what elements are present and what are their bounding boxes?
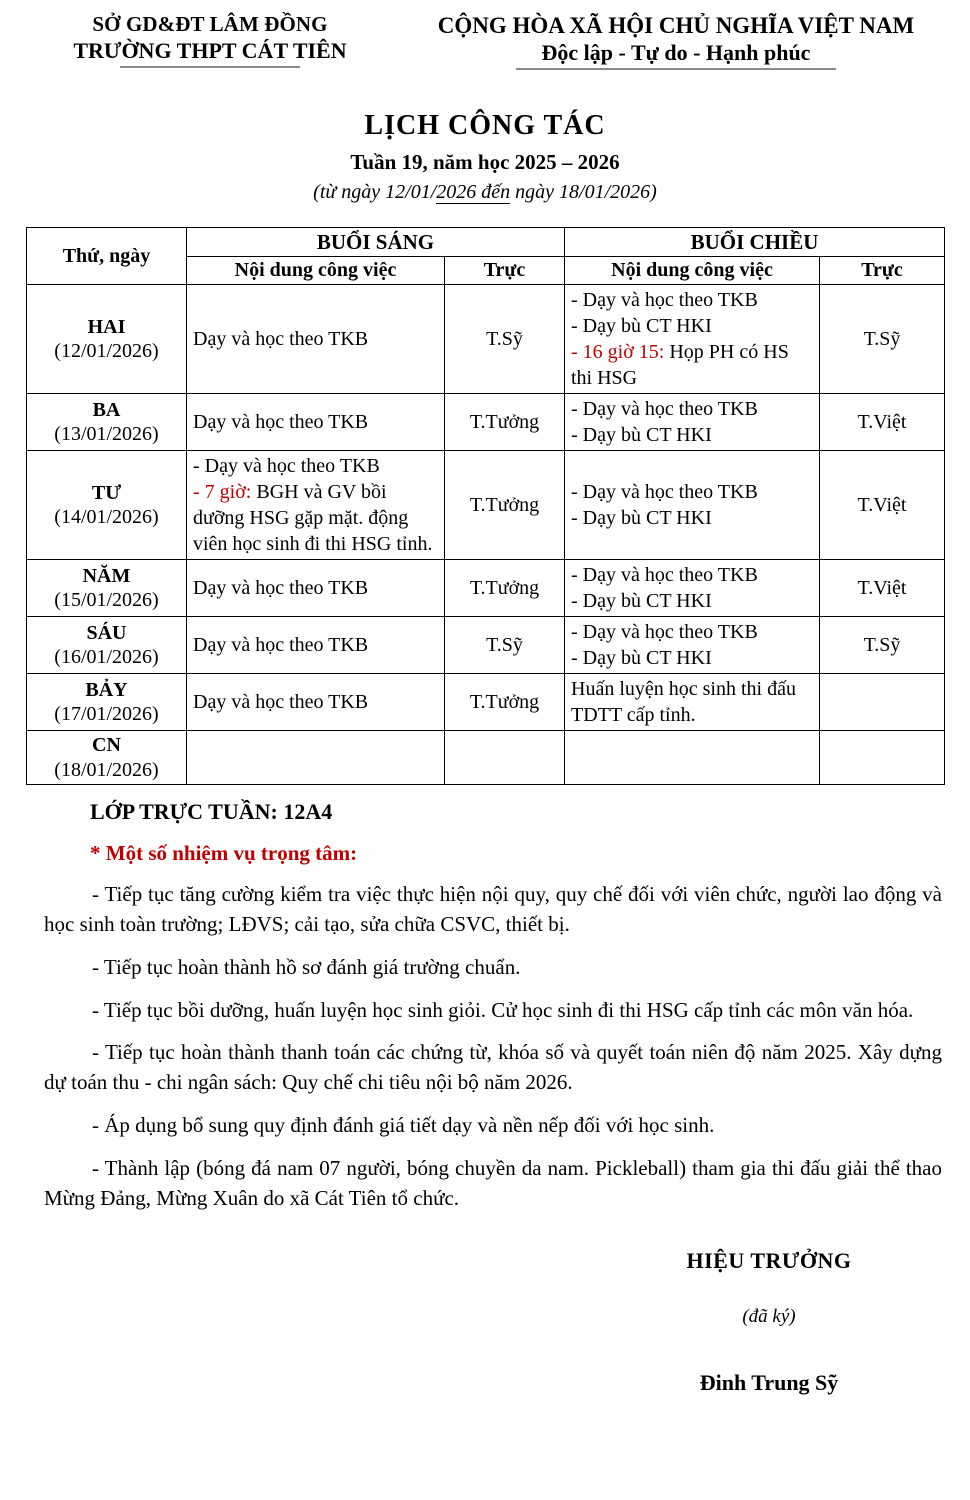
country-name: CỘNG HÒA XÃ HỘI CHỦ NGHĨA VIỆT NAM (437, 13, 915, 38)
table-row (27, 560, 945, 617)
national-motto: Độc lập - Tự do - Hạnh phúc (541, 39, 811, 65)
day-date: (15/01/2026) (54, 589, 159, 612)
table-row (27, 285, 945, 394)
content-line: - Dạy và học theo TKB (193, 455, 380, 478)
cell-day (27, 451, 187, 560)
content-line: - Dạy và học theo TKB (571, 481, 758, 504)
cell-morning-duty: T.Sỹ (445, 617, 565, 674)
day-name: CN (92, 734, 121, 757)
table-row (27, 617, 945, 674)
day-name: NĂM (82, 564, 131, 587)
content-line: Huấn luyện học sinh thi đấu TDTT cấp tỉnh. (571, 678, 796, 727)
department-name: SỞ GD&ĐT LÂM ĐỒNG (92, 12, 328, 36)
letterhead-right (400, 12, 970, 70)
header-morning-content: Nội dung công việc (187, 257, 445, 285)
cell-morning-duty (445, 731, 565, 785)
cell-morning-duty: T.Sỹ (445, 285, 565, 394)
school-name: TRƯỜNG THPT CÁT TIÊN (73, 37, 347, 63)
header-afternoon-content: Nội dung công việc (565, 257, 820, 285)
content-line: - Dạy bù CT HKI (571, 424, 712, 447)
day-name: BA (92, 398, 121, 421)
cell-afternoon-duty: T.Sỹ (820, 285, 945, 394)
schedule-table-head (27, 228, 945, 285)
content-line: Dạy và học theo TKB (193, 411, 369, 434)
cell-morning-content (187, 617, 445, 674)
content-line: Dạy và học theo TKB (193, 328, 369, 351)
content-line: - Dạy bù CT HKI (571, 315, 712, 338)
title-block (0, 108, 970, 205)
cell-morning-duty: T.Tưởng (445, 674, 565, 731)
motto-underline-rule (516, 68, 836, 70)
task-item: - Áp dụng bổ sung quy định đánh giá tiết dạy và nền nếp đối với học sinh. (92, 1113, 715, 1138)
cell-day (27, 674, 187, 731)
schedule-table (26, 227, 945, 785)
cell-morning-content (187, 674, 445, 731)
header-afternoon: BUỔI CHIỀU (565, 228, 945, 257)
content-line: Dạy và học theo TKB (193, 634, 369, 657)
week-subtitle: Tuần 19, năm học 2025 – 2026 (350, 149, 620, 174)
schedule-table-body (27, 285, 945, 785)
content-line: - Dạy và học theo TKB (571, 289, 758, 312)
cell-afternoon-duty (820, 731, 945, 785)
table-row (27, 451, 945, 560)
content-line: - Dạy và học theo TKB (571, 621, 758, 644)
table-row (27, 394, 945, 451)
tasks-list (26, 880, 944, 1213)
highlight-time: - 16 giờ 15: (571, 341, 665, 364)
signature-role: HIỆU TRƯỞNG (686, 1247, 852, 1273)
tasks-title: * Một số nhiệm vụ trọng tâm: (90, 840, 358, 865)
content-line: - Dạy bù CT HKI (571, 590, 712, 613)
day-date: (14/01/2026) (54, 506, 159, 529)
signature-block (26, 1248, 944, 1396)
content-line: - Dạy và học theo TKB (571, 564, 758, 587)
duty-class-line: LỚP TRỰC TUẦN: 12A4 (90, 799, 333, 825)
content-line: Dạy và học theo TKB (193, 691, 369, 714)
page-title: LỊCH CÔNG TÁC (364, 109, 606, 141)
date-range-suffix: ngày 18/01/2026) (510, 181, 657, 204)
header-morning-duty: Trực (445, 257, 565, 285)
letterhead (0, 0, 970, 70)
header-afternoon-duty: Trực (820, 257, 945, 285)
cell-morning-content (187, 560, 445, 617)
day-name: BẢY (85, 678, 128, 701)
task-item: - Tiếp tục hoàn thành thanh toán các chứng từ, khóa số và quyết toán niên độ năm 2025. Xây dựng dự toán thu - chi ngân sách: Quy chế chi tiêu nội bộ năm 2026. (44, 1040, 942, 1095)
task-item: - Thành lập (bóng đá nam 07 người, bóng chuyền da nam. Pickleball) tham gia thi đấu giải thể thao Mừng Đảng, Mừng Xuân do xã Cát Tiên tổ chức. (44, 1155, 942, 1210)
cell-afternoon-duty: T.Việt (820, 560, 945, 617)
content-line-text: BGH và GV bồi dưỡng HSG gặp mặt. động viên học sinh đi thi HSG tỉnh. (193, 481, 433, 556)
highlight-time: - 7 giờ: (193, 481, 252, 504)
cell-afternoon-content (565, 394, 820, 451)
content-line: - Dạy và học theo TKB (571, 398, 758, 421)
table-header-row-groups (27, 228, 945, 257)
table-row (27, 731, 945, 785)
header-day: Thứ, ngày (27, 228, 187, 285)
table-row (27, 674, 945, 731)
cell-day (27, 731, 187, 785)
letterhead-left (0, 12, 400, 70)
cell-morning-content (187, 394, 445, 451)
cell-afternoon-content (565, 674, 820, 731)
day-name: HAI (87, 315, 126, 338)
cell-afternoon-content (565, 617, 820, 674)
cell-day (27, 560, 187, 617)
cell-afternoon-duty (820, 674, 945, 731)
cell-afternoon-content (565, 731, 820, 785)
below-table-section (26, 797, 944, 1213)
school-underline-rule (120, 66, 300, 68)
signature-note: (đã ký) (742, 1305, 796, 1327)
cell-afternoon-content (565, 285, 820, 394)
date-range-prefix: (từ ngày 12/01/ (313, 181, 437, 204)
cell-afternoon-content (565, 451, 820, 560)
content-line: - Dạy bù CT HKI (571, 647, 712, 670)
content-line: - Dạy bù CT HKI (571, 507, 712, 530)
cell-morning-duty: T.Tưởng (445, 451, 565, 560)
cell-afternoon-duty: T.Việt (820, 451, 945, 560)
cell-afternoon-duty: T.Việt (820, 394, 945, 451)
cell-morning-duty: T.Tưởng (445, 560, 565, 617)
signature-inner (604, 1248, 934, 1396)
task-item: - Tiếp tục tăng cường kiểm tra việc thực hiện nội quy, quy chế đối với viên chức, người lao động và học sinh toàn trường; LĐVS; cải tạo, sửa chữa CSVC, thiết bị. (44, 882, 942, 936)
content-line (571, 339, 813, 391)
task-item: - Tiếp tục bồi dưỡng, huấn luyện học sinh giỏi. Cử học sinh đi thi HSG cấp tỉnh các môn văn hóa. (92, 997, 914, 1022)
date-range-underlined: 2026 đến (436, 181, 511, 204)
content-line-text: Họp PH có HS thi HSG (571, 341, 789, 390)
day-date: (12/01/2026) (54, 340, 159, 363)
task-item: - Tiếp tục hoàn thành hồ sơ đánh giá trường chuẩn. (92, 954, 521, 979)
cell-morning-content (187, 451, 445, 560)
day-date: (13/01/2026) (54, 423, 159, 446)
cell-day (27, 617, 187, 674)
day-name: SÁU (86, 621, 127, 644)
day-date: (16/01/2026) (54, 646, 159, 669)
day-date: (18/01/2026) (54, 758, 159, 781)
cell-morning-content (187, 285, 445, 394)
schedule-table-wrap (26, 227, 944, 785)
content-line (193, 479, 438, 557)
cell-morning-content (187, 731, 445, 785)
day-name: TƯ (91, 481, 122, 504)
cell-afternoon-content (565, 560, 820, 617)
cell-afternoon-duty: T.Sỹ (820, 617, 945, 674)
cell-day (27, 394, 187, 451)
content-line: Dạy và học theo TKB (193, 577, 369, 600)
header-morning: BUỔI SÁNG (187, 228, 565, 257)
day-date: (17/01/2026) (54, 703, 159, 726)
date-range (0, 180, 970, 205)
cell-morning-duty: T.Tưởng (445, 394, 565, 451)
signature-name: Đinh Trung Sỹ (699, 1369, 839, 1395)
cell-day (27, 285, 187, 394)
